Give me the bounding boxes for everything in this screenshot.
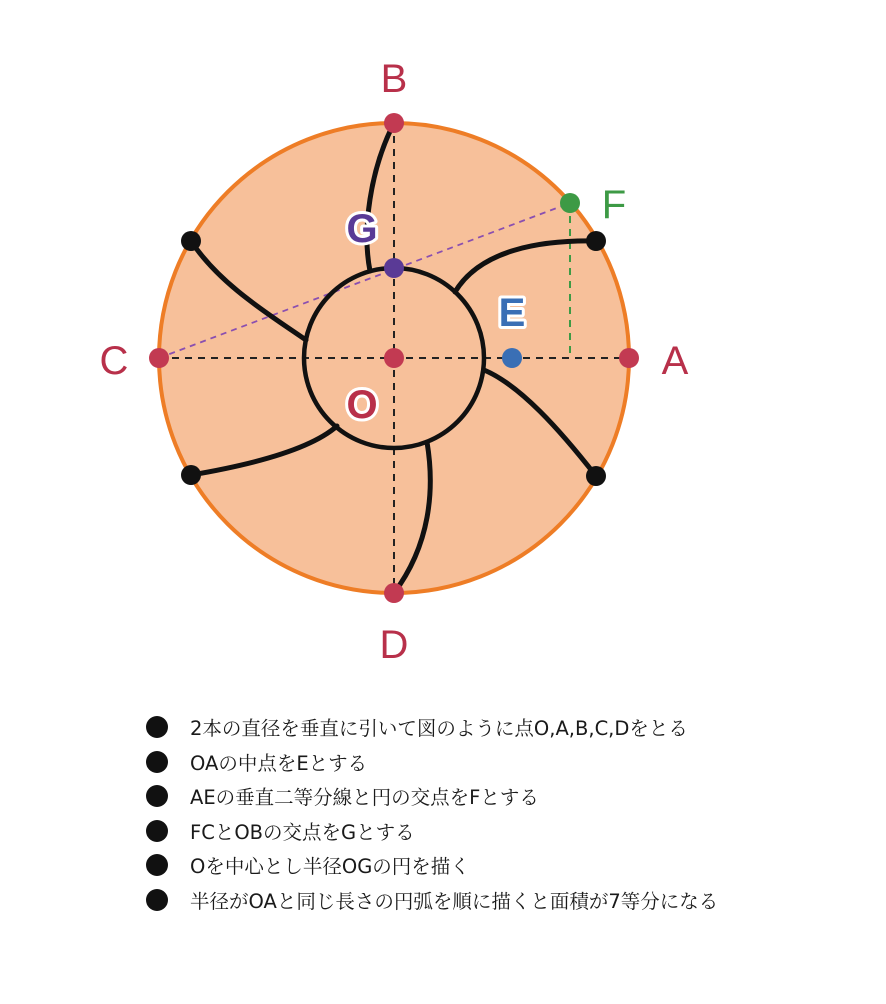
arc-endpoint (586, 466, 606, 486)
point-f (560, 193, 580, 213)
point-e (502, 348, 522, 368)
label-e: E (498, 291, 526, 335)
point-o (384, 348, 404, 368)
bullet-icon (146, 820, 168, 842)
list-item (146, 883, 718, 918)
bullet-icon (146, 889, 168, 911)
label-b: B (380, 57, 408, 101)
point-d (384, 583, 404, 603)
bullet-icon (146, 751, 168, 773)
label-o: O (346, 383, 378, 427)
arc-endpoint (586, 231, 606, 251)
list-item (146, 848, 718, 883)
label-f: F (601, 183, 627, 227)
label-a: A (661, 339, 689, 383)
step-text: Oを中心とし半径OGの円を描く (190, 855, 470, 879)
point-b (384, 113, 404, 133)
step-text: AEの垂直二等分線と円の交点をFとする (190, 786, 539, 810)
step-text: OAの中点をEとする (190, 751, 368, 775)
step-list (146, 710, 718, 917)
list-item (146, 710, 718, 745)
arc-endpoint (181, 231, 201, 251)
point-c (149, 348, 169, 368)
bullet-icon (146, 785, 168, 807)
label-d: D (379, 623, 409, 667)
point-g (384, 258, 404, 278)
bullet-icon (146, 716, 168, 738)
point-a (619, 348, 639, 368)
step-text: 半径がOAと同じ長さの円弧を順に描くと面積が7等分になる (190, 889, 719, 913)
step-text: 2本の直径を垂直に引いて図のように点O,A,B,C,Dをとる (190, 717, 688, 741)
arc-endpoint (181, 465, 201, 485)
label-c: C (99, 339, 129, 383)
bullet-icon (146, 854, 168, 876)
step-text: FCとOBの交点をGとする (190, 820, 415, 844)
label-g: G (346, 207, 378, 251)
list-item (146, 745, 718, 780)
list-item (146, 814, 718, 849)
list-item (146, 779, 718, 814)
